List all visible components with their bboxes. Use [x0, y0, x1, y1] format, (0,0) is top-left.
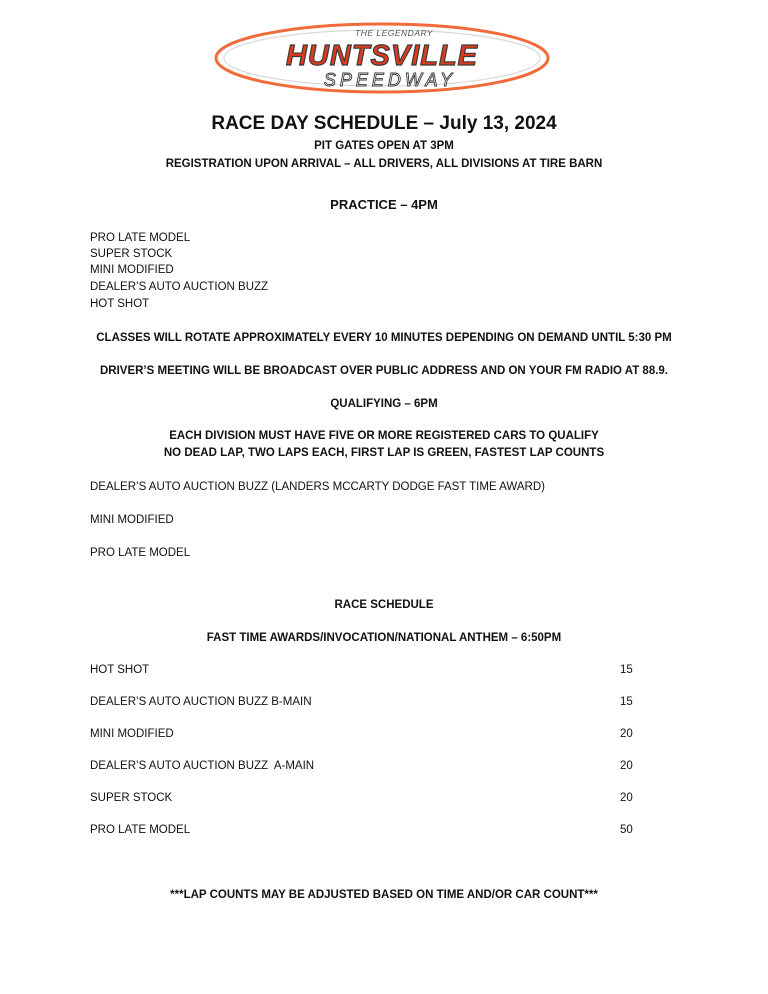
- qualifying-class-item: PRO LATE MODEL: [90, 547, 191, 559]
- practice-class-item: SUPER STOCK: [90, 248, 173, 260]
- qualifying-rule: NO DEAD LAP, TWO LAPS EACH, FIRST LAP IS GREEN, FASTEST LAP COUNTS: [163, 447, 605, 459]
- practice-class-item: MINI MODIFIED: [90, 264, 174, 276]
- registration-text: REGISTRATION UPON ARRIVAL – ALL DRIVERS, ALL DIVISIONS AT TIRE BARN: [165, 158, 603, 170]
- practice-heading: PRACTICE – 4PM: [330, 197, 438, 212]
- page-title: RACE DAY SCHEDULE – July 13, 2024: [211, 113, 557, 134]
- qualifying-class-item: MINI MODIFIED: [90, 514, 174, 526]
- race-laps: 15: [620, 664, 633, 676]
- practice-class-item: DEALER’S AUTO AUCTION BUZZ: [90, 281, 269, 293]
- huntsville-speedway-logo: [208, 18, 556, 100]
- lap-count-disclaimer: ***LAP COUNTS MAY BE ADJUSTED BASED ON TIME AND/OR CAR COUNT***: [170, 889, 598, 901]
- race-name: SUPER STOCK: [90, 792, 173, 804]
- pit-gates-text: PIT GATES OPEN AT 3PM: [314, 140, 454, 152]
- race-schedule-heading: RACE SCHEDULE: [334, 599, 434, 611]
- practice-class-item: HOT SHOT: [90, 298, 150, 310]
- logo-name: HUNTSVILLE: [285, 40, 479, 72]
- race-laps: 15: [620, 696, 633, 708]
- race-name: DEALER’S AUTO AUCTION BUZZ A-MAIN: [90, 760, 315, 772]
- race-name: PRO LATE MODEL: [90, 824, 191, 836]
- qualifying-class-item: DEALER’S AUTO AUCTION BUZZ (LANDERS MCCARTY DODGE FAST TIME AWARD): [90, 481, 545, 493]
- practice-class-item: PRO LATE MODEL: [90, 232, 191, 244]
- rotation-note: CLASSES WILL ROTATE APPROXIMATELY EVERY 10 MINUTES DEPENDING ON DEMAND UNTIL 5:30 PM: [96, 332, 672, 344]
- race-name: DEALER’S AUTO AUCTION BUZZ B-MAIN: [90, 696, 312, 708]
- race-laps: 20: [620, 760, 633, 772]
- race-name: MINI MODIFIED: [90, 728, 174, 740]
- race-laps: 20: [620, 792, 633, 804]
- qualifying-heading: QUALIFYING – 6PM: [330, 398, 438, 410]
- race-name: HOT SHOT: [90, 664, 150, 676]
- race-laps: 50: [620, 824, 633, 836]
- ceremony-text: FAST TIME AWARDS/INVOCATION/NATIONAL ANTHEM – 6:50PM: [206, 632, 562, 644]
- logo-tagline: THE LEGENDARY: [355, 28, 433, 38]
- race-laps: 20: [620, 728, 633, 740]
- drivers-meeting-note: DRIVER’S MEETING WILL BE BROADCAST OVER PUBLIC ADDRESS AND ON YOUR FM RADIO AT 88.9.: [99, 365, 668, 377]
- qualifying-rule: EACH DIVISION MUST HAVE FIVE OR MORE REGISTERED CARS TO QUALIFY: [169, 430, 599, 442]
- logo-subname: SPEEDWAY: [323, 70, 457, 90]
